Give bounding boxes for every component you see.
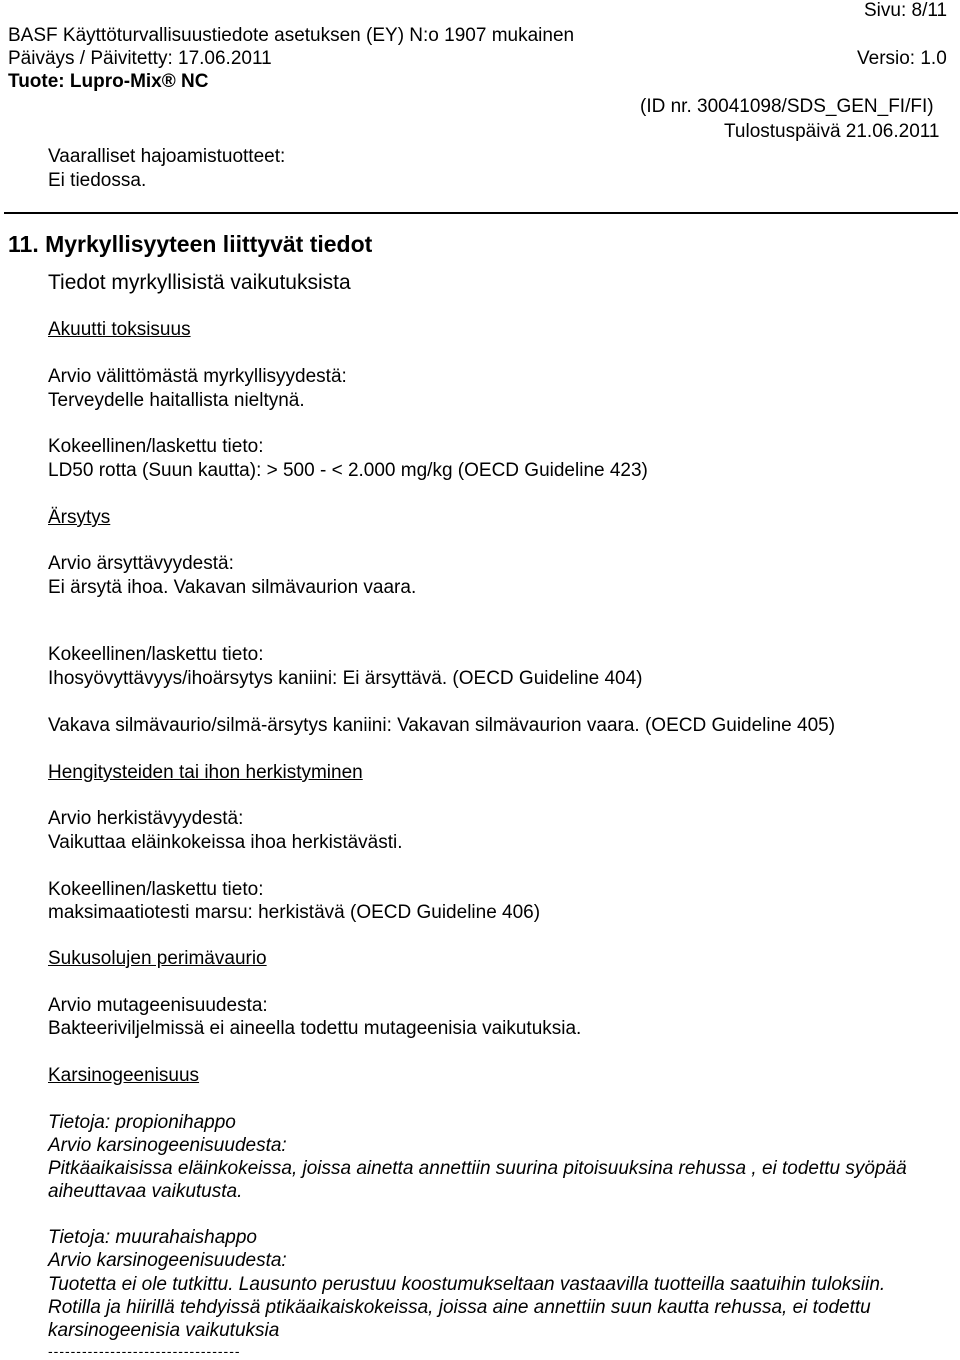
formic-text-line1: Tuotetta ei ole tutkittu. Lausunto perustuu koostumukseltaan vastaavilla tuotteilla saatuihin tuloksiin. bbox=[48, 1274, 886, 1295]
document-title: BASF Käyttöturvallisuustiedote asetuksen (EY) N:o 1907 mukainen bbox=[8, 25, 575, 46]
irritation-assessment-value: Ei ärsytä ihoa. Vakavan silmävaurion vaara. bbox=[48, 577, 417, 598]
acute-assessment-value: Terveydelle haitallista nieltynä. bbox=[48, 390, 305, 411]
acute-assessment-label: Arvio välittömästä myrkyllisyydestä: bbox=[48, 366, 347, 387]
product-suffix: NC bbox=[175, 71, 209, 92]
irritation-assessment-label: Arvio ärsyttävyydestä: bbox=[48, 553, 234, 574]
decomposition-label: Vaaralliset hajoamistuotteet: bbox=[48, 146, 286, 167]
carcinogenicity-title: Karsinogeenisuus bbox=[48, 1065, 200, 1086]
propionic-text-line1: Pitkäaikaisissa eläinkokeissa, joissa ainetta annettiin suurina pitoisuuksina rehussa , ei todettu syöpää bbox=[48, 1158, 907, 1179]
acute-data-value: LD50 rotta (Suun kautta): > 500 - < 2.000 mg/kg (OECD Guideline 423) bbox=[48, 460, 648, 481]
section-heading: 11. Myrkyllisyyteen liittyvät tiedot bbox=[8, 231, 373, 257]
sensitization-assessment-value: Vaikuttaa eläinkokeissa ihoa herkistävästi. bbox=[48, 832, 403, 853]
propionic-text-line2: aiheuttavaa vaikutusta. bbox=[48, 1181, 243, 1202]
eye-irritation-result: Vakava silmävaurio/silmä-ärsytys kaniini: Vakavan silmävaurion vaara. (OECD Guideline 405) bbox=[48, 715, 836, 736]
section-divider bbox=[4, 212, 958, 214]
decomposition-value: Ei tiedossa. bbox=[48, 170, 147, 191]
sensitization-assessment-label: Arvio herkistävyydestä: bbox=[48, 808, 244, 829]
propionic-label: Tietoja: propionihappo bbox=[48, 1112, 236, 1133]
document-id: (ID nr. 30041098/SDS_GEN_FI/FI) bbox=[640, 96, 934, 117]
mutagenicity-title: Sukusolujen perimävaurio bbox=[48, 948, 267, 969]
product-name: Lupro-Mix bbox=[69, 71, 162, 92]
product-label bbox=[8, 71, 208, 93]
date-label: Päiväys / Päivitetty: 17.06.2011 bbox=[8, 48, 272, 69]
print-date: Tulostuspäivä 21.06.2011 bbox=[724, 121, 940, 142]
acute-data-label: Kokeellinen/laskettu tieto: bbox=[48, 436, 264, 457]
sensitization-data-value: maksimaatiotesti marsu: herkistävä (OECD Guideline 406) bbox=[48, 902, 541, 923]
registered-mark: ® bbox=[161, 71, 176, 92]
sensitization-title: Hengitysteiden tai ihon herkistyminen bbox=[48, 762, 363, 783]
irritation-title: Ärsytys bbox=[48, 507, 111, 528]
formic-assessment-label: Arvio karsinogeenisuudesta: bbox=[48, 1250, 287, 1271]
irritation-data-label: Kokeellinen/laskettu tieto: bbox=[48, 644, 264, 665]
propionic-assessment-label: Arvio karsinogeenisuudesta: bbox=[48, 1135, 287, 1156]
product-prefix: Tuote: bbox=[8, 71, 70, 92]
formic-text-line3: karsinogeenisia vaikutuksia bbox=[48, 1320, 280, 1341]
formic-text-line2: Rotilla ja hiirillä tehdyissä ptikäaikaiskokeissa, joissa aine annettiin suun kautta rehussa, ei todettu bbox=[48, 1297, 871, 1318]
formic-label: Tietoja: muurahaishappo bbox=[48, 1227, 257, 1248]
version-label: Versio: 1.0 bbox=[857, 48, 947, 69]
skin-irritation-result: Ihosyövyttävyys/ihoärsytys kaniini: Ei ärsyttävä. (OECD Guideline 404) bbox=[48, 668, 643, 689]
mutagenicity-assessment-value: Bakteeriviljelmissä ei aineella todettu mutageenisia vaikutuksia. bbox=[48, 1018, 582, 1039]
acute-toxicity-title: Akuutti toksisuus bbox=[48, 319, 191, 340]
section-subheading: Tiedot myrkyllisistä vaikutuksista bbox=[48, 271, 351, 294]
separator-line: ---------------------------------- bbox=[48, 1343, 241, 1359]
sensitization-data-label: Kokeellinen/laskettu tieto: bbox=[48, 879, 264, 900]
mutagenicity-assessment-label: Arvio mutageenisuudesta: bbox=[48, 995, 268, 1016]
page-number: Sivu: 8/11 bbox=[864, 0, 948, 21]
